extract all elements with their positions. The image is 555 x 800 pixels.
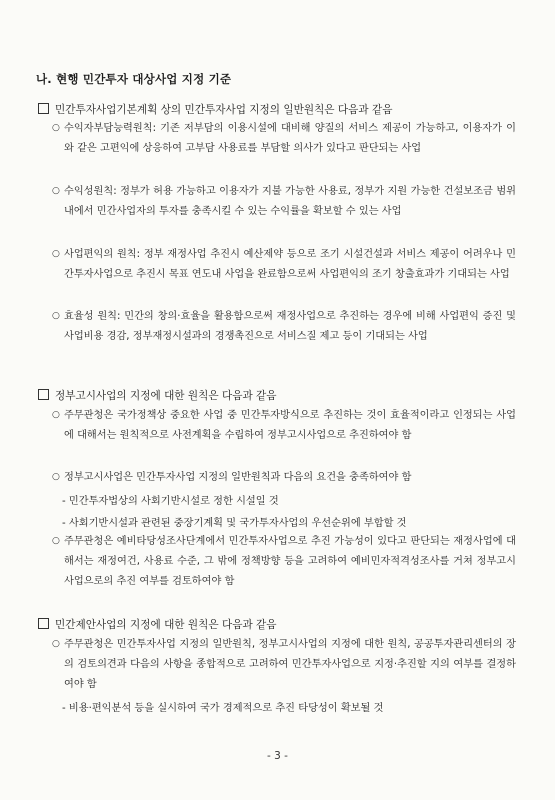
checkbox-square-icon xyxy=(38,389,49,400)
item-text: 주무관청은 예비타당성조사단계에서 민간투자사업으로 추진 가능성이 있다고 판단되는 재정사업에 대해서는 재정여건, 사용료 수준, 그 밖에 정책방향 등을 고려하여 예비민자적격성조사를 거쳐 정부고시사업으로의 추진 여부를 검토하여야 함 xyxy=(64,536,516,587)
circle-bullet-icon: ○ xyxy=(52,639,60,649)
circle-bullet-icon: ○ xyxy=(52,123,60,133)
section2-dash-2: - 사회기반시설과 관련된 중장기계획 및 국가투자사업의 우선순위에 부합할 것 xyxy=(62,518,407,529)
item-text: 효율성 원칙: 민간의 창의·효율을 활용함으로써 재정사업으로 추진하는 경우에 비해 사업편익 증진 및 사업비용 경감, 정부재정시설과의 경쟁촉진으로 서비스질 제고 등이 기대되는 사업 xyxy=(64,311,516,342)
page-number: - 3 - xyxy=(267,750,288,762)
item-text: 주무관청은 민간투자사업 지정의 일반원칙, 정부고시사업의 지정에 대한 원칙, 공공투자관리센터의 장의 검토의견과 다음의 사항을 종합적으로 고려하여 민간투자사업으로 지정·추진할 지의 여부를 결정하여야 함 xyxy=(64,639,516,690)
checkbox-square-icon xyxy=(38,618,49,629)
circle-bullet-icon: ○ xyxy=(52,472,60,482)
circle-bullet-icon: ○ xyxy=(52,311,60,321)
section-heading: 나. 현행 민간투자 대상사업 지정 기준 xyxy=(36,72,232,86)
item-text: 정부고시사업은 민간투자사업 지정의 일반원칙과 다음의 요건을 충족하여야 함 xyxy=(64,472,412,483)
section1-title: 민간투자사업기본계획 상의 민간투자사업 지정의 일반원칙은 다음과 같음 xyxy=(38,102,392,117)
circle-bullet-icon: ○ xyxy=(52,536,60,546)
item-text: 사업편익의 원칙: 정부 재정사업 추진시 예산제약 등으로 조기 시설건설과 서비스 제공이 어려우나 민간투자사업으로 추진시 목표 연도내 사업을 완료함으로써 사업편익의 조기 창출효과가 기대되는 사업 xyxy=(64,249,516,280)
item-text: 수익자부담능력원칙: 기존 저부담의 이용시설에 대비해 양질의 서비스 제공이 가능하고, 이용자가 이와 같은 고편익에 상응하여 고부담 사용료를 부담할 의사가 있다고 판단되는 사업 xyxy=(64,123,516,154)
item-text: 주무관청은 국가정책상 중요한 사업 중 민간투자방식으로 추진하는 것이 효율적이라고 인정되는 사업에 대해서는 원칙적으로 사전계획을 수립하여 정부고시사업으로 추진하여야 함 xyxy=(64,410,516,441)
item-text: 수익성원칙: 정부가 허용 가능하고 이용자가 지불 가능한 사용료, 정부가 지원 가능한 건설보조금 범위 내에서 민간사업자의 투자를 충족시킬 수 있는 수익률을 확보할 수 있는 사업 xyxy=(64,186,516,217)
section3-title: 민간제안사업의 지정에 대한 원칙은 다음과 같음 xyxy=(38,617,277,632)
section2-title: 정부고시사업의 지정에 대한 원칙은 다음과 같음 xyxy=(38,388,277,403)
section3-dash-1: - 비용·편익분석 등을 실시하여 국가 경제적으로 추진 타당성이 확보될 것 xyxy=(62,703,384,714)
circle-bullet-icon: ○ xyxy=(52,186,60,196)
section2-dash-1: - 민간투자법상의 사회기반시설로 정한 시설일 것 xyxy=(62,496,279,507)
circle-bullet-icon: ○ xyxy=(52,249,60,259)
circle-bullet-icon: ○ xyxy=(52,410,60,420)
checkbox-square-icon xyxy=(38,103,49,114)
